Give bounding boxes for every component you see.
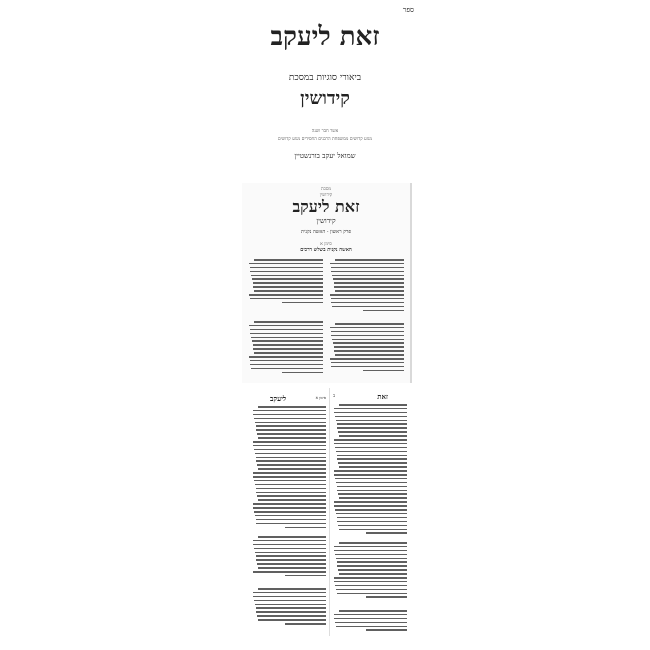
text-line — [253, 282, 324, 284]
text-line — [337, 565, 407, 567]
text-line — [253, 540, 326, 542]
text-line — [256, 492, 326, 494]
text-line — [254, 352, 323, 354]
text-line — [334, 550, 407, 552]
text-line — [335, 622, 407, 624]
text-line — [334, 501, 407, 503]
text-line — [252, 340, 323, 342]
text-line — [254, 511, 326, 513]
text-line — [334, 614, 407, 616]
text-line — [256, 607, 326, 609]
text-line — [250, 333, 323, 335]
text-line — [249, 356, 323, 358]
text-line — [254, 321, 323, 323]
text-line — [363, 370, 404, 372]
text-line — [332, 339, 404, 341]
text-line — [337, 423, 407, 425]
text-line — [339, 573, 407, 575]
text-line — [334, 408, 407, 410]
right-text-middle — [333, 542, 407, 602]
text-line — [257, 615, 326, 617]
text-line — [251, 337, 323, 339]
section-label: סימן א — [320, 242, 332, 247]
text-line — [330, 358, 404, 360]
text-line — [331, 335, 404, 337]
text-line — [338, 462, 407, 464]
text-line — [254, 480, 326, 482]
text-line — [252, 278, 323, 280]
text-line — [334, 474, 407, 476]
left-text-lower — [252, 588, 326, 628]
subtitle-line: ביאורי סוגיות במסכת — [288, 73, 362, 83]
text-line — [258, 619, 326, 621]
text-line — [253, 410, 326, 412]
spread-right-page — [330, 388, 410, 636]
chapter-page — [242, 183, 410, 383]
text-line — [251, 368, 323, 370]
text-line — [258, 499, 326, 501]
text-line — [338, 493, 407, 495]
spread-left-page — [248, 390, 330, 632]
text-line — [331, 271, 404, 273]
sefer-label: ספר — [402, 6, 414, 14]
text-line — [335, 509, 407, 511]
text-line — [253, 503, 326, 505]
text-line — [256, 425, 326, 427]
text-line — [331, 302, 404, 304]
text-line — [335, 554, 407, 556]
text-line — [330, 294, 404, 296]
text-line — [256, 429, 326, 431]
page2-small-2: קידושין — [319, 193, 333, 198]
title-page — [230, 0, 420, 180]
text-line — [285, 575, 326, 577]
text-line — [335, 290, 404, 292]
text-line — [337, 490, 407, 492]
text-line — [335, 585, 407, 587]
text-line — [256, 555, 326, 557]
text-line — [249, 294, 323, 296]
text-line — [339, 610, 407, 612]
text-line — [255, 604, 326, 606]
text-line — [249, 263, 323, 265]
text-line — [334, 350, 404, 352]
text-line — [333, 278, 404, 280]
text-line — [255, 422, 326, 424]
text-line — [337, 561, 407, 563]
left-running-head: ליעקב — [270, 394, 287, 403]
text-line — [337, 458, 407, 460]
text-line — [250, 329, 324, 331]
text-line — [257, 464, 326, 466]
text-line — [366, 596, 407, 598]
text-line — [336, 420, 407, 422]
text-line — [254, 290, 323, 292]
text-line — [336, 482, 407, 484]
text-line — [250, 360, 324, 362]
text-line — [255, 484, 326, 486]
text-line — [334, 618, 407, 620]
text-column-left-upper — [248, 259, 323, 309]
text-line — [250, 267, 324, 269]
text-line — [331, 267, 405, 269]
right-text-upper — [333, 404, 407, 536]
text-line — [334, 577, 407, 579]
text-line — [253, 507, 326, 509]
text-line — [334, 286, 404, 288]
text-line — [285, 527, 326, 529]
text-line — [339, 529, 407, 531]
text-line — [253, 286, 323, 288]
text-line — [331, 366, 404, 368]
text-line — [334, 439, 407, 441]
text-line — [258, 567, 326, 569]
text-line — [339, 497, 407, 499]
fine-print-1: אשר חבר ושנה — [311, 129, 339, 134]
left-text-middle — [252, 536, 326, 580]
text-line — [337, 593, 407, 595]
text-line — [338, 431, 407, 433]
text-line — [335, 354, 404, 356]
text-line — [254, 449, 326, 451]
text-line — [257, 495, 326, 497]
text-line — [338, 525, 407, 527]
text-line — [336, 589, 407, 591]
text-line — [335, 323, 404, 325]
text-line — [253, 592, 326, 594]
page2-title: זאת ליעקב — [292, 197, 360, 216]
text-line — [249, 325, 323, 327]
chapter-heading: פרק ראשון - האשה נקנית — [301, 229, 351, 235]
text-line — [334, 282, 405, 284]
text-line — [334, 546, 407, 548]
text-line — [337, 427, 407, 429]
text-line — [336, 513, 407, 515]
text-line — [366, 532, 407, 534]
text-line — [339, 466, 407, 468]
page2-small-1: מסכת — [320, 187, 332, 192]
text-line — [258, 588, 326, 590]
text-line — [253, 571, 326, 573]
text-line — [337, 521, 407, 523]
text-line — [331, 331, 405, 333]
text-line — [336, 558, 407, 560]
text-line — [336, 626, 407, 628]
text-line — [253, 348, 323, 350]
text-line — [253, 596, 326, 598]
page2-subtitle: קידושין — [316, 217, 336, 225]
text-line — [250, 271, 323, 273]
text-line — [258, 406, 326, 408]
text-line — [330, 263, 404, 265]
text-line — [339, 435, 407, 437]
text-line — [258, 437, 326, 439]
text-line — [256, 457, 326, 459]
text-line — [336, 451, 407, 453]
text-line — [256, 488, 326, 490]
text-line — [253, 476, 326, 478]
text-line — [255, 552, 326, 554]
text-line — [339, 404, 407, 406]
text-line — [335, 259, 404, 261]
text-line — [335, 447, 407, 449]
text-line — [335, 478, 407, 480]
text-line — [334, 505, 407, 507]
text-line — [334, 346, 405, 348]
text-line — [282, 302, 323, 304]
text-column-left-lower — [248, 321, 323, 379]
text-line — [331, 298, 405, 300]
text-line — [332, 275, 404, 277]
text-line — [253, 445, 326, 447]
text-line — [333, 342, 404, 344]
text-line — [337, 517, 407, 519]
text-line — [254, 548, 326, 550]
text-line — [337, 455, 407, 457]
text-line — [257, 433, 326, 435]
right-page-number: ב — [333, 394, 336, 399]
text-line — [334, 443, 407, 445]
text-line — [339, 542, 407, 544]
text-line — [254, 418, 326, 420]
text-line — [330, 327, 404, 329]
tractate-name: קידושין — [300, 88, 350, 109]
text-line — [256, 559, 326, 561]
text-line — [334, 412, 407, 414]
text-line — [250, 298, 324, 300]
text-line — [256, 519, 326, 521]
text-line — [256, 523, 326, 525]
text-line — [282, 372, 323, 374]
text-line — [338, 569, 407, 571]
text-line — [285, 623, 326, 625]
text-line — [256, 611, 326, 613]
right-text-lower — [333, 610, 407, 634]
text-line — [258, 536, 326, 538]
text-line — [254, 600, 326, 602]
text-line — [253, 544, 326, 546]
left-text-upper — [252, 406, 326, 530]
author-name: שמואל יעקב בורנשטיין — [294, 152, 356, 160]
text-line — [366, 629, 407, 631]
text-line — [256, 460, 326, 462]
text-line — [257, 563, 326, 565]
right-running-head: זאת — [377, 392, 388, 401]
text-line — [251, 275, 323, 277]
text-line — [253, 414, 326, 416]
text-line — [258, 468, 326, 470]
text-line — [337, 486, 407, 488]
text-column-right-upper — [329, 259, 404, 319]
section-heading: האשה נקנית בשלש דרכים — [300, 247, 352, 253]
text-line — [332, 306, 404, 308]
book-title: זאת ליעקב — [270, 22, 380, 52]
text-line — [334, 581, 407, 583]
text-line — [254, 259, 323, 261]
text-line — [253, 441, 326, 443]
text-line — [255, 453, 326, 455]
fine-print-2: מגזע קדושים ממשפחת הרבנים החסידים מגזע קדושים — [277, 137, 373, 142]
text-line — [250, 364, 323, 366]
text-line — [255, 515, 326, 517]
text-line — [335, 416, 407, 418]
text-line — [363, 310, 404, 312]
text-column-right-lower — [329, 323, 404, 379]
text-line — [331, 362, 405, 364]
left-daf-label: סימן א — [315, 395, 326, 400]
text-line — [253, 344, 324, 346]
text-line — [334, 470, 407, 472]
text-line — [253, 472, 326, 474]
